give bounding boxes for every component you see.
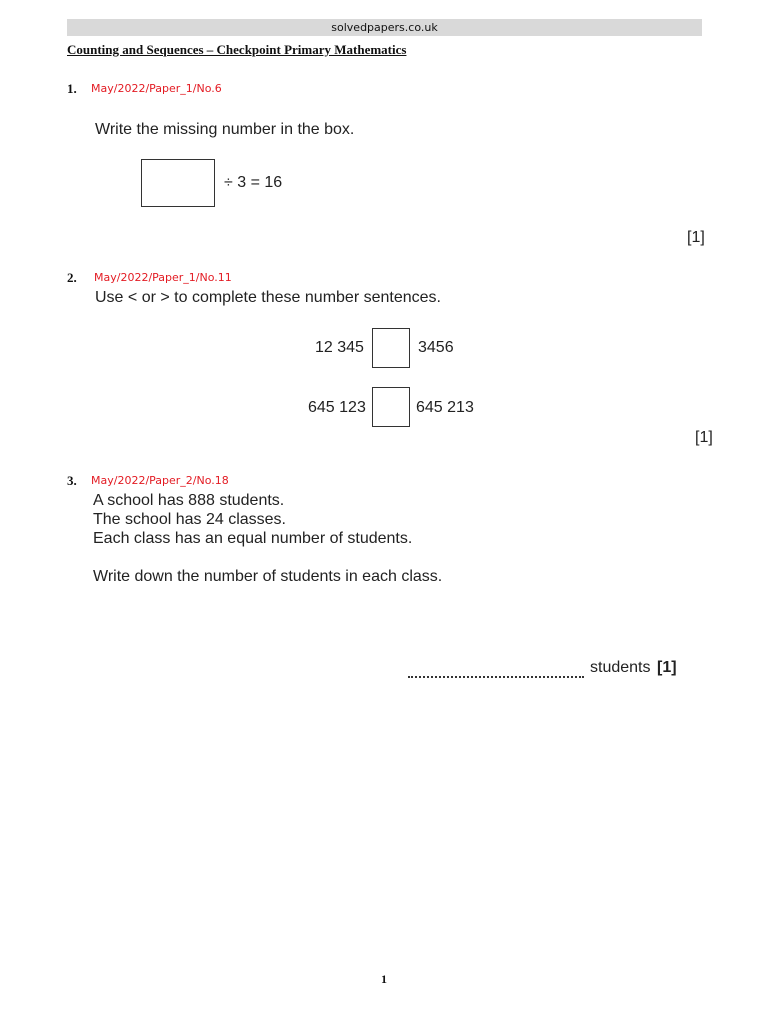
site-header-bar (67, 19, 702, 36)
question-3-instruction: Write down the number of students in each class. (93, 568, 443, 585)
question-2-row-1-box[interactable] (372, 328, 410, 368)
question-1-text: Write the missing number in the box. (95, 121, 355, 138)
page-number: 1 (381, 972, 387, 986)
question-2-text: Use < or > to complete these number sentences. (95, 289, 441, 306)
question-3-line-2: The school has 24 classes. (93, 511, 286, 528)
question-2-row-1-right: 3456 (418, 339, 454, 356)
site-name: solvedpapers.co.uk (331, 21, 438, 34)
question-1-reference: May/2022/Paper_1/No.6 (91, 82, 222, 95)
question-3-line-3: Each class has an equal number of students. (93, 530, 413, 547)
question-3-line-1: A school has 888 students. (93, 492, 285, 509)
question-1-number: 1. (67, 81, 77, 96)
document-title: Counting and Sequences – Checkpoint Primary Mathematics (67, 42, 407, 57)
question-2-row-1-left: 12 345 (315, 339, 364, 356)
question-2-mark: [1] (695, 429, 713, 446)
question-2-row-2-right: 645 213 (416, 399, 474, 416)
question-1-answer-box[interactable] (141, 159, 215, 207)
question-3-reference: May/2022/Paper_2/No.18 (91, 474, 229, 487)
question-3-answer-line[interactable] (408, 676, 584, 678)
question-3-number: 3. (67, 473, 77, 488)
question-2-row-2-box[interactable] (372, 387, 410, 427)
question-3-answer-unit: students (590, 659, 651, 676)
question-1-equation: ÷ 3 = 16 (224, 174, 283, 191)
question-1-mark: [1] (687, 229, 705, 246)
question-2-number: 2. (67, 270, 77, 285)
question-2-reference: May/2022/Paper_1/No.11 (94, 271, 232, 284)
question-3-mark: [1] (657, 659, 677, 676)
question-2-row-2-left: 645 123 (308, 399, 366, 416)
